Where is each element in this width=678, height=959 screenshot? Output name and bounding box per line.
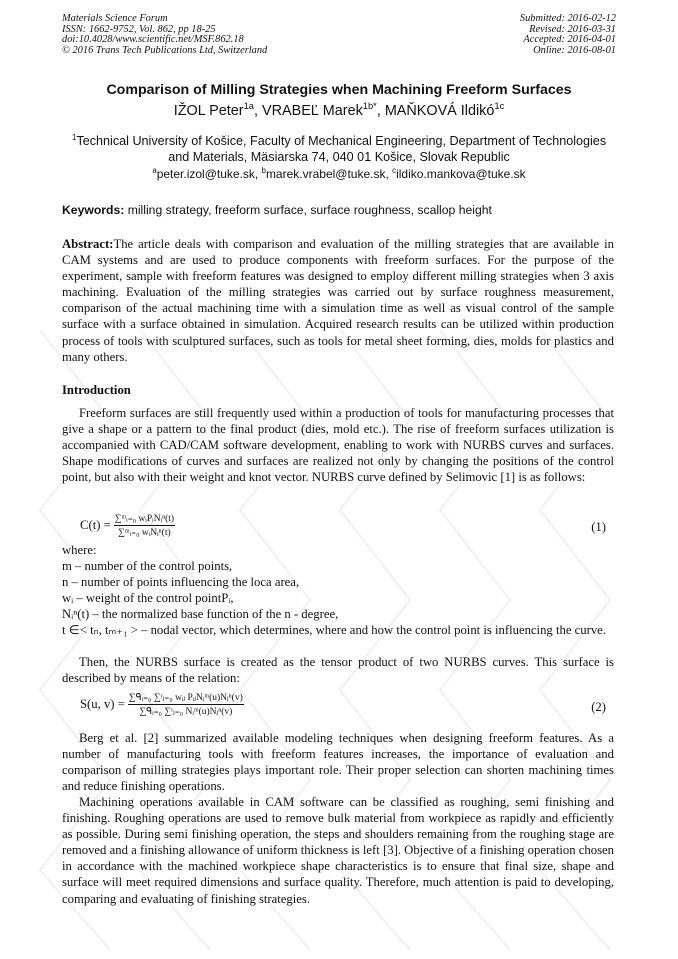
email-link[interactable]: peter.izol@tuke.sk,	[156, 167, 262, 181]
affiliation-line-2: and Materials, Mäsiarska 74, 040 01 Košice, Slovak Republic	[168, 150, 510, 165]
equation-fraction	[114, 513, 175, 538]
where-label: where:	[62, 543, 97, 557]
affiliation	[62, 130, 616, 165]
header-journal-info	[62, 14, 267, 56]
issn-line: ISSN: 1662-9752, Vol. 862, pp 18-25	[62, 23, 216, 35]
intro-paragraph-3: Berg et al. [2] summarized available modeling techniques when designing freeform features. As a number of manufacturing tools with freeform features increases, the importance of evaluation and comparison of milling strategies plays important role. Their proper selection can shorten machining times and reduce finishing operations.	[62, 731, 614, 794]
abstract-text: The article deals with comparison and evaluation of the milling strategies that are available in CAM systems and are used to produce components with freeform surfaces. For the purpose of the experiment, sample with freeform features was designed to employ different milling strategies when 3 axis machining. Evaluation of the milling strategies was carried out by surface roughness measurement, comparison of the actual machining time with a simulation time as well as visual control of the sample surface with a surface obtained in simulation. Acquired research results can be utilized within production process of tools with sculptured surfaces, such as tools for metal sheet forming, dies, molds for plastics and many others.	[62, 237, 614, 364]
keywords	[62, 203, 492, 217]
paper-title: Comparison of Milling Strategies when Machining Freeform Surfaces	[106, 82, 572, 98]
equation-number-2: (2)	[591, 700, 606, 714]
abstract	[62, 236, 614, 365]
keywords-text: milling strategy, freeform surface, surface roughness, scallop height	[124, 203, 492, 217]
author-sup: 1c	[494, 101, 505, 111]
email-link[interactable]: marek.vrabel@tuke.sk,	[265, 167, 393, 181]
author-sup: 1b*	[362, 101, 377, 111]
equation-number-1: (1)	[591, 520, 606, 534]
definition-item: wᵢ – weight of the control pointPᵢ,	[62, 591, 234, 605]
author-name: IŽOL Peter	[173, 102, 244, 119]
definition-item: m – number of the control points,	[62, 559, 233, 573]
equation-1	[80, 513, 175, 538]
author-emails	[0, 166, 678, 181]
abstract-label: Abstract:	[62, 237, 114, 251]
equation-2	[80, 692, 244, 717]
affiliation-line-1: Technical University of Košice, Faculty of Mechanical Engineering, Department of Technologies	[76, 134, 607, 149]
intro-paragraph-1: Freeform surfaces are still frequently used within a production of tools for manufacturing processes that give a shape or a pattern to the final product (dies, mold etc.). The rise of freeform surfaces utilization is accompanied with CAD/CAM software development, enabling to work with NURBS curves and surfaces. Shape modifications of curves and surfaces are realized not only by changing the positions of the control point, but also with their weight and knot vector. NURBS curve defined by Selimovic [1] is as follows:	[62, 406, 614, 485]
copyright-line: © 2016 Trans Tech Publications Ltd, Switzerland	[62, 44, 268, 56]
author-name: MAŇKOVÁ Ildikó	[384, 102, 495, 119]
equation-numerator: ∑ᵐᵢ₌₀ wᵢPᵢNᵢⁿ(t)	[114, 514, 175, 524]
author-list: IŽOL Peter$^{1a}$, VRABEĽ Marek$^{1b*}$, MAŇKOVÁ Ildikó$^{1c}$	[173, 101, 505, 119]
equation-lhs: S(u, v) =	[80, 697, 125, 711]
intro-paragraph-2: Then, the NURBS surface is created as the tensor product of two NURBS curves. This surface is described by means of the relation:	[62, 655, 614, 686]
intro-paragraph-4: Machining operations available in CAM software can be classified as roughing, semi finishing and finishing. Roughing operations are used to remove bulk material from workpiece as rapidly and efficiently as possible. During semi finishing operation, the steps and shoulders remaining from the roughing stage are removed and a finishing allowance of uniform thickness is left [3]. Objective of a finishing operation chosen in accordance with the machined workpiece shape characteristics is to ensure that final size, shape and surface will meet required dimensions and surface quality. Therefore, much attention is paid to developing, comparing and evaluating of finishing strategies.	[62, 795, 614, 906]
header-dates	[520, 14, 616, 56]
equation-numerator: ∑ᑫᵢ₌₀ ∑ʳⱼ₌₀ wᵢⱼ PᵢⱼNᵢᵐ(u)Nⱼⁿ(v)	[128, 693, 243, 703]
doi-line: doi:10.4028/www.scientific.net/MSF.862.18	[62, 34, 244, 46]
author-sup: 1a	[243, 101, 254, 111]
equation-denominator: ∑ᑫᵢ₌₀ ∑ʳⱼ₌₀ Nᵢᵐ(u)Nⱼⁿ(v)	[139, 707, 233, 717]
revised-date: Revised: 2016-03-31	[529, 23, 616, 35]
accepted-date: Accepted: 2016-04-01	[523, 34, 616, 46]
definition-item: n – number of points influencing the loca area,	[62, 575, 300, 589]
keywords-label: Keywords:	[62, 203, 125, 217]
definition-item: Nᵢⁿ(t) – the normalized base function of the n - degree,	[62, 607, 339, 621]
email-link[interactable]: ildiko.mankova@tuke.sk	[396, 167, 526, 181]
email-sup: b	[261, 166, 266, 175]
affiliation-sup: 1	[71, 133, 77, 142]
journal-name: Materials Science Forum	[62, 13, 168, 24]
email-sup: c	[392, 166, 397, 175]
online-date: Online: 2016-08-01	[533, 44, 616, 56]
submitted-date: Submitted: 2016-02-12	[519, 13, 616, 24]
section-heading	[62, 382, 614, 398]
equation-fraction	[128, 692, 244, 717]
equation-denominator: ∑ᵐᵢ₌₀ wᵢNᵢⁿ(t)	[118, 528, 171, 538]
email-sup: a	[152, 166, 157, 175]
introduction-heading: Introduction	[62, 383, 131, 397]
knot-vector-definition: t ∈< tₙ, tₘ₊₁ > – nodal vector, which determines, where and how the control point is influencing the curve.	[62, 623, 606, 637]
author-name: VRABEĽ Marek	[262, 102, 363, 119]
equation-lhs: C(t) =	[80, 518, 111, 532]
